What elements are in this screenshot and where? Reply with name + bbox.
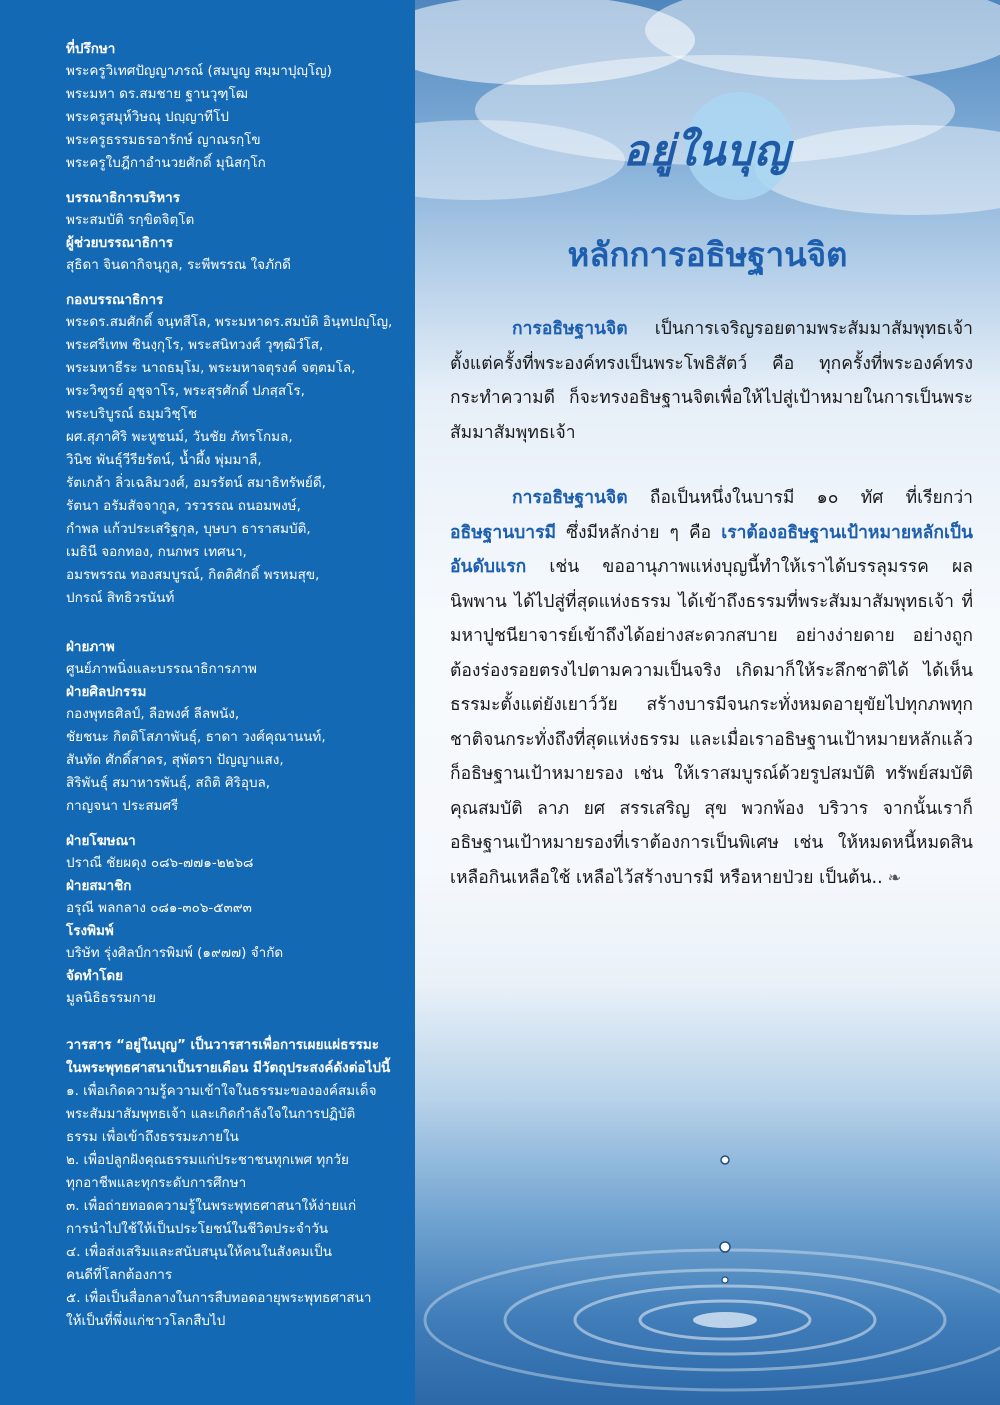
mission-item: คนดีที่โลกต้องการ [66, 1267, 173, 1283]
mission-item: ๒. เพื่อปลูกฝังคุณธรรมแก่ประชาชนทุกเพศ ทุกวัย [66, 1152, 349, 1168]
paragraph-text: ถือเป็นหนึ่งในบารมี ๑๐ ทัศ ที่เรียกว่า [627, 488, 973, 508]
credit-line: รัตเกล้า ลิ่วเฉลิมวงศ์, อมรรัตน์ สมาธิทรัพย์ดี, [66, 475, 326, 491]
credit-line: พระมหา ดร.สมชาย ฐานวุฑฺโฒ [66, 86, 248, 102]
credit-line: สุธิดา จินดากิจนุกูล, ระพีพรรณ ใจภักดี [66, 257, 291, 273]
section-title: กองบรรณาธิการ [66, 292, 164, 308]
mission-intro: วารสาร “อยู่ในบุญ” เป็นวารสารเพื่อการเผยแผ่ธรรมะ [66, 1037, 379, 1053]
art-section [66, 681, 401, 818]
section-title: ฝ่ายภาพ [66, 639, 115, 655]
editorial-board-section [66, 289, 401, 610]
credits-sidebar [0, 0, 415, 1405]
credit-line: กาญจนา ประสมศรี [66, 798, 179, 814]
credit-line: ปกรณ์ สิทธิวรนันท์ [66, 590, 175, 606]
mission-item: พระสัมมาสัมพุทธเจ้า และเกิดกำลังใจในการปฏิบัติ [66, 1106, 356, 1122]
credit-line: สิริพันธุ์ สมาหารพันธุ์, สถิติ ศิริอุบล, [66, 775, 271, 791]
paragraph-text: เช่น ขออานุภาพแห่งบุญนี้ทำให้เราได้บรรลุมรรค ผล นิพพาน ได้ไปสู่ที่สุดแห่งธรรม ได้เข้าถึงธรรมที่พระสัมมาสัมพุทธเจ้า ที่มหาปูชนียาจารย์เข้าถึงได้อย่างสะดวกสบาย อย่างง่ายดาย อย่างถูกต้องร่องรอยตรงไปตามความเป็นจริง เกิดมาก็ให้ระลึกชาติได้ ได้เห็นธรรมะตั้งแต่ยังเยาว์วัย สร้างบารมีจนกระทั่งหมดอายุขัยไปทุกภพทุกชาติจนกระทั่งถึงที่สุดแห่งธรรม และเมื่อเราอธิษฐานเป้าหมายหลักแล้ว ก็อธิษฐานเป้าหมายรอง เช่น ให้เราสมบูรณ์ด้วยรูปสมบัติ ทรัพย์สมบัติ คุณสมบัติ ลาภ ยศ สรรเสริญ สุข พวกพ้อง บริวาร จากนั้นเราก็อธิษฐานเป้าหมายรองที่เราต้องการเป็นพิเศษ เช่น ให้หมดหนี้หมดสิน เหลือกินเหลือใช้ เหลือไว้สร้างบารมี หรือหายป่วย เป็นต้น.. [450, 557, 973, 888]
photo-section [66, 636, 401, 681]
section-title: จัดทำโดย [66, 968, 124, 984]
leaf-icon: ❧ [882, 867, 902, 887]
credit-line: ผศ.สุภาศิริ พะหูชนม์, วันชัย ภัทรโกมล, [66, 429, 293, 445]
section-title: โรงพิมพ์ [66, 923, 114, 939]
credit-line: สันทัด ศักดิ์สาคร, สุพัตรา ปัญญาแสง, [66, 752, 284, 768]
credit-line: มูลนิธิธรรมกาย [66, 990, 156, 1006]
highlight-term: การอธิษฐานจิต [512, 488, 628, 508]
printing-section [66, 920, 401, 965]
paragraph-text: เป็นการเจริญรอยตามพระสัมมาสัมพุทธเจ้า ตั้งแต่ครั้งที่พระองค์ทรงเป็นพระโพธิสัตว์ คือ ทุกครั้งที่พระองค์ทรงกระทำความดี ก็จะทรงอธิษฐานจิตเพื่อให้ไปสู่เป้าหมายในการเป็นพระสัมมาสัมพุทธเจ้า [450, 319, 973, 443]
section-title: ฝ่ายโฆษณา [66, 833, 136, 849]
paragraph-text: ซึ่งมีหลักง่าย ๆ คือ [556, 522, 722, 543]
credit-line: ชัยชนะ กิตติโสภาพันธุ์, ธาดา วงศ์คุณานนท์, [66, 729, 326, 745]
credit-line: พระดร.สมศักดิ์ จนฺทสีโล, พระมหาดร.สมบัติ อินฺทปญฺโญ, [66, 314, 393, 330]
section-title: บรรณาธิการบริหาร [66, 190, 180, 206]
article-panel [415, 0, 1000, 1405]
mission-item: ให้เป็นที่พึ่งแก่ชาวโลกสืบไป [66, 1313, 226, 1329]
section-title: ฝ่ายศิลปกรรม [66, 684, 147, 700]
credit-line: กำพล แก้วประเสริฐกุล, บุษบา ธาราสมบัติ, [66, 521, 311, 537]
credit-line: เมธินี จอกทอง, กนกพร เทศนา, [66, 544, 247, 560]
article-paragraph [450, 481, 973, 895]
credit-line: พระครูธรรมธรอารักษ์ ญาณรกฺโข [66, 132, 261, 148]
credit-line: วินิช พันธุ์วีรียรัตน์, น้ำผึ้ง พุ่มมาลี, [66, 452, 262, 468]
credit-line: อมรพรรณ ทองสมบูรณ์, กิตติศักดิ์ พรหมสุข, [66, 567, 320, 583]
exec-editor-section [66, 187, 401, 232]
highlight-term: เราต้องอธิษฐานเป้าหมายหลักเป็นอันดับแรก [450, 522, 973, 577]
mission-intro: ในพระพุทธศาสนาเป็นรายเดือน มีวัตถุประสงค์ดังต่อไปนี้ [66, 1060, 391, 1076]
mission-item: ๓. เพื่อถ่ายทอดความรู้ในพระพุทธศาสนาให้ง่ายแก่ [66, 1198, 357, 1214]
mission-item: การนำไปใช้ให้เป็นประโยชน์ในชีวิตประจำวัน [66, 1221, 329, 1237]
section-title: ผู้ช่วยบรรณาธิการ [66, 235, 173, 251]
highlight-term: การอธิษฐานจิต [512, 319, 628, 339]
advisors-section [66, 38, 401, 175]
mission-item: ๑. เพื่อเกิดความรู้ความเข้าใจในธรรมะขององค์สมเด็จ [66, 1083, 377, 1099]
section-title: ที่ปรึกษา [66, 41, 116, 57]
mission-section [66, 1034, 401, 1333]
credit-line: กองพุทธศิลป์, ลือพงศ์ ลีลพนัง, [66, 706, 240, 722]
credit-line: พระครูสมุห์วิษณุ ปญฺญาทีโป [66, 109, 229, 125]
asst-editor-section [66, 232, 401, 277]
credit-line: พระวิฑูรย์ อุชุจาโร, พระสุรศักดิ์ ปภสฺสโร, [66, 383, 305, 399]
magazine-logo [597, 92, 817, 202]
logo-text: อยู่ในบุญ [623, 126, 791, 175]
credit-line: ศูนย์ภาพนิ่งและบรรณาธิการภาพ [66, 661, 257, 677]
credit-line: พระครูใบฎีกาอำนวยศักดิ์ มุนิสกฺโก [66, 155, 266, 171]
article-paragraph [450, 312, 973, 450]
credit-line: พระสมบัติ รกฺขิตจิตฺโต [66, 212, 195, 228]
members-section [66, 875, 401, 920]
credit-line: พระมหาธีระ นาถธมฺโม, พระมหาจตุรงค์ จตฺตมโล, [66, 360, 356, 376]
mission-item: ๔. เพื่อส่งเสริมและสนับสนุนให้คนในสังคมเป็น [66, 1244, 332, 1260]
water-ripple-background [415, 1090, 1000, 1405]
section-title: ฝ่ายสมาชิก [66, 878, 132, 894]
credit-line: ปราณี ชัยผดุง ๐๘๖-๗๗๑-๒๒๖๘ [66, 855, 254, 871]
mission-item: ธรรม เพื่อเข้าถึงธรรมะภายใน [66, 1129, 239, 1145]
advertising-section [66, 830, 401, 875]
mission-item: ๕. เพื่อเป็นสื่อกลางในการสืบทอดอายุพระพุทธศาสนา [66, 1290, 372, 1306]
article-title: หลักการอธิษฐานจิต [567, 235, 848, 274]
mission-item: ทุกอาชีพและทุกระดับการศึกษา [66, 1175, 247, 1191]
credit-line: พระศรีเทพ ชินงฺกุโร, พระสนิทวงศ์ วุฑฺฒิวํโส, [66, 337, 324, 353]
credit-line: พระบริบูรณ์ ธมฺมวิชฺโช [66, 406, 198, 422]
credit-line: พระครูวิเทศปัญญาภรณ์ (สมบูญ สมฺมาปุญฺโญ) [66, 63, 332, 79]
credit-line: บริษัท รุ่งศิลป์การพิมพ์ (๑๙๗๗) จำกัด [66, 945, 284, 961]
producer-section [66, 965, 401, 1010]
credit-line: อรุณี พลกลาง ๐๘๑-๓๐๖-๕๓๙๓ [66, 900, 252, 916]
highlight-term: อธิษฐานบารมี [450, 522, 557, 543]
credit-line: รัตนา อรัมสัจจากูล, วรวรรณ ถนอมพงษ์, [66, 498, 301, 514]
